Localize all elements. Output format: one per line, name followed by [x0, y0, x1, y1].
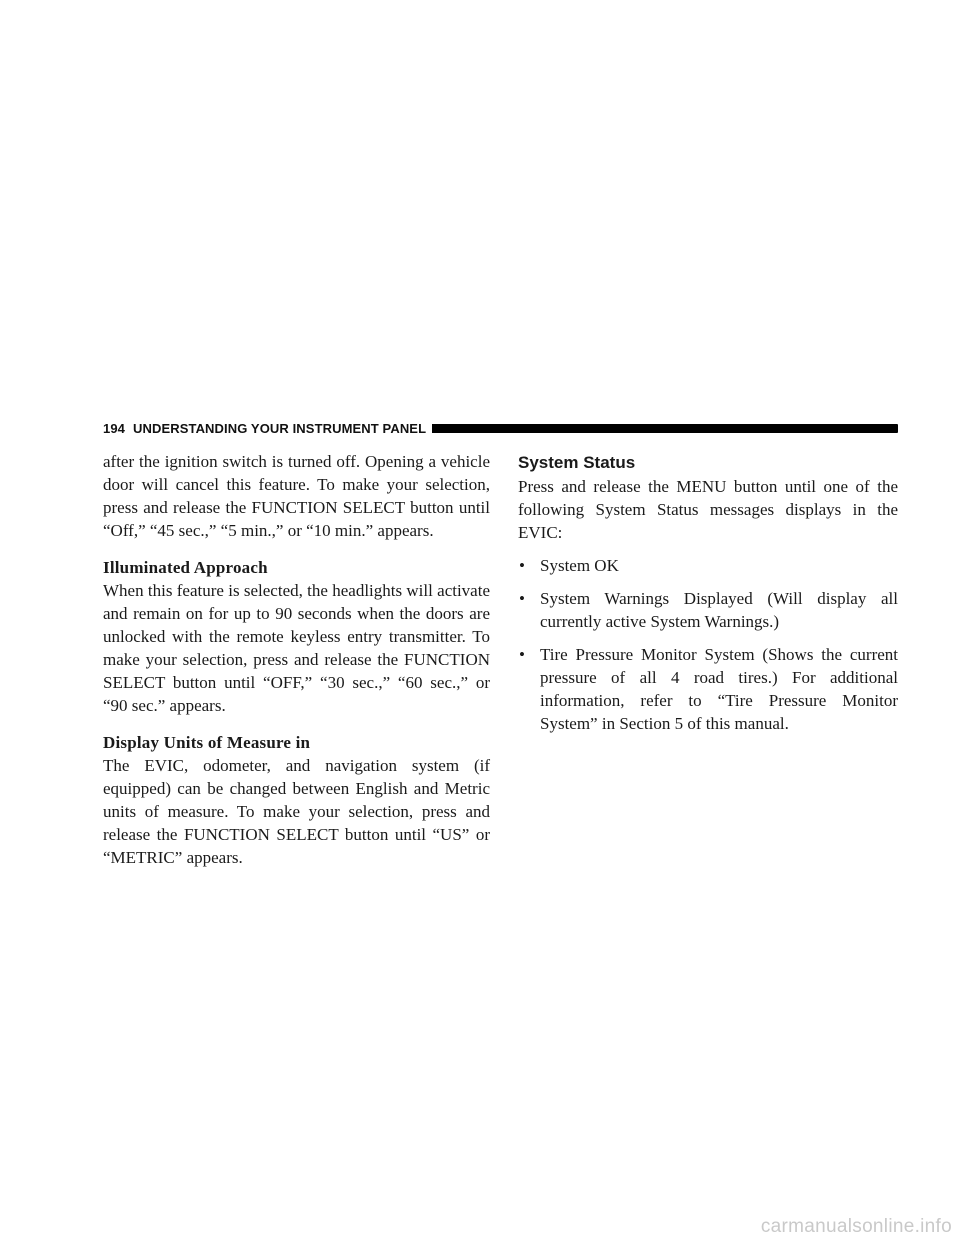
- list-item-text: System OK: [540, 556, 619, 575]
- list-item: [518, 554, 898, 577]
- running-title: UNDERSTANDING YOUR INSTRUMENT PANEL: [133, 420, 427, 436]
- page-number: 194: [103, 420, 125, 436]
- intro-paragraph: after the ignition switch is turned off. Opening a vehicle door will cancel this feature. To make your selection, press and release the FUNCTION SELECT button until “Off,” “45 sec.,” “5 min.,” or “10 min.” appears.: [103, 452, 490, 540]
- page-header: [103, 420, 898, 436]
- system-status-list: [518, 554, 898, 735]
- list-item-text: Tire Pressure Monitor System (Shows the current pressure of all 4 road tires.) For additional information, refer to “Tire Pressure Monitor System” in Section 5 of this manual.: [540, 645, 898, 733]
- display-units-body: The EVIC, odometer, and navigation system (if equipped) can be changed between English and Metric units of measure. To make your selection, press and release the FUNCTION SELECT button until “US” or “METRIC” appears.: [103, 756, 490, 867]
- right-column: [518, 450, 898, 735]
- list-item: [518, 587, 898, 633]
- system-status-heading: System Status: [518, 453, 636, 472]
- left-column: [103, 450, 490, 869]
- illuminated-approach-body: When this feature is selected, the headlights will activate and remain on for up to 90 seconds when the doors are unlocked with the remote keyless entry transmitter. To make your selection, press and release the FUNCTION SELECT button until “OFF,” “30 sec.,” “60 sec.,” or “90 sec.” appears.: [103, 581, 490, 715]
- bullet-icon: •: [519, 556, 525, 575]
- illuminated-approach-heading: Illuminated Approach: [103, 558, 268, 577]
- system-status-intro: Press and release the MENU button until one of the following System Status messages displays in the EVIC:: [518, 477, 898, 542]
- bullet-icon: •: [519, 645, 525, 664]
- list-item: [518, 643, 898, 735]
- list-item-text: System Warnings Displayed (Will display all currently active System Warnings.): [540, 589, 898, 631]
- bullet-icon: •: [519, 589, 525, 608]
- watermark: carmanualsonline.info: [760, 1216, 952, 1237]
- header-rule: [432, 424, 898, 433]
- display-units-heading: Display Units of Measure in: [103, 733, 311, 752]
